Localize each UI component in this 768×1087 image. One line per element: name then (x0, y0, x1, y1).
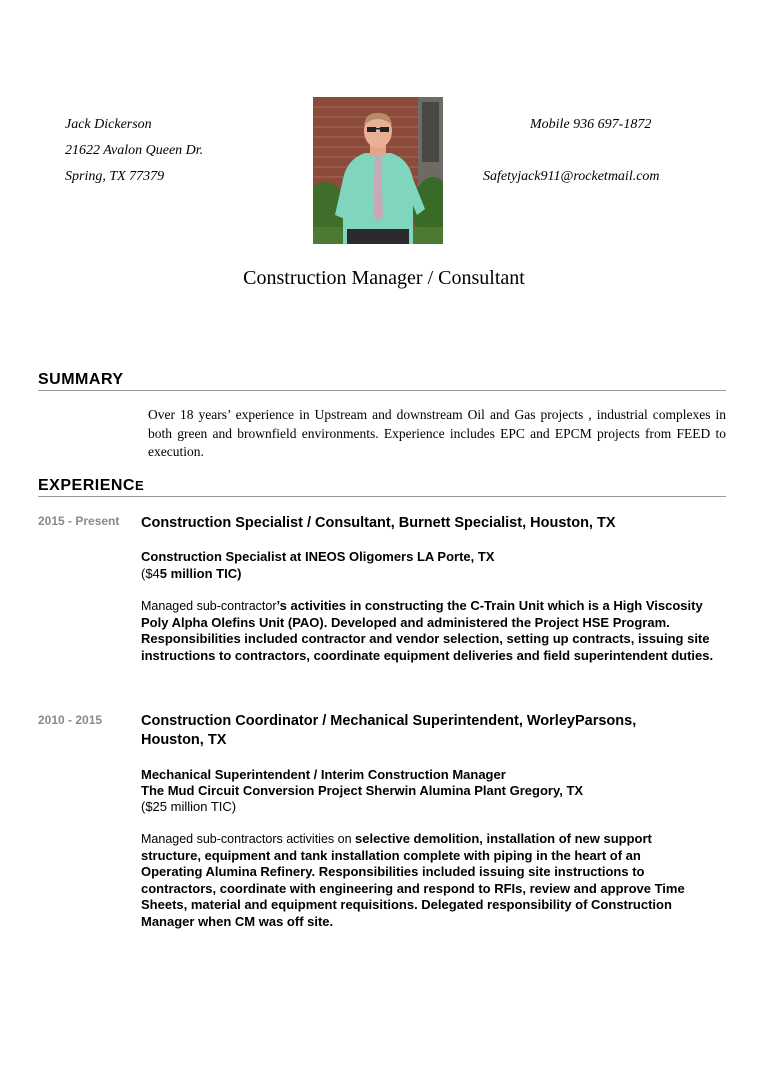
resume-title: Construction Manager / Consultant (243, 267, 525, 289)
job-dates: 2010 - 2015 (38, 713, 103, 727)
job-dates: 2015 - Present (38, 514, 120, 528)
job-role: Construction Specialist at INEOS Oligomers LA Porte, TX (141, 549, 495, 564)
job-description: Managed sub-contractors activities on selective demolition, installation of new support structure, equipment and tank installation complete with piping in the heart of an Operating Alumina Refinery. Responsibilities included issuing site instructions to contractors, coordinate with engineering and respond to RFIs, review and approve Time Sheets, material and equipment requisitions. Delegated responsibility of Construction Manager when CM was off site. (141, 831, 685, 929)
contact-address: 21622 Avalon Queen Dr. (65, 143, 204, 158)
job-title: Construction Specialist / Consultant, Burnett Specialist, Houston, TX (141, 515, 616, 531)
summary-heading: SUMMARY (38, 371, 726, 391)
summary-text: Over 18 years’ experience in Upstream and downstream Oil and Gas projects , industrial complexes in both green and brownfield environments. Experience includes EPC and EPCM projects from FEED to execution. (148, 407, 726, 459)
job-description: Managed sub-contractor’s activities in constructing the C-Train Unit which is a High Viscosity Poly Alpha Olefins Unit (PAO). Developed and administered the Project HSE Program. Responsibilities included contractor and vendor selection, setting up contracts, issuing site instructions to contractors, coordinate equipment deliveries and field superintendent duties. (141, 598, 714, 663)
job-project: The Mud Circuit Conversion Project Sherwin Alumina Plant Gregory, TX (141, 783, 584, 798)
job-role: Mechanical Superintendent / Interim Construction Manager (141, 767, 506, 782)
job-value: ($25 million TIC) (141, 799, 237, 814)
contact-mobile: Mobile 936 697-1872 (530, 117, 652, 132)
contact-email: Safetyjack911@rocketmail.com (483, 169, 660, 184)
job-value: ($45 million TIC) (141, 566, 242, 581)
profile-photo (313, 97, 443, 244)
job-title: Construction Coordinator / Mechanical Superintendent, WorleyParsons, Houston, TX (141, 713, 637, 748)
contact-city: Spring, TX 77379 (65, 169, 165, 184)
experience-heading: EXPERIENCE (38, 477, 726, 497)
contact-name: Jack Dickerson (65, 117, 152, 132)
